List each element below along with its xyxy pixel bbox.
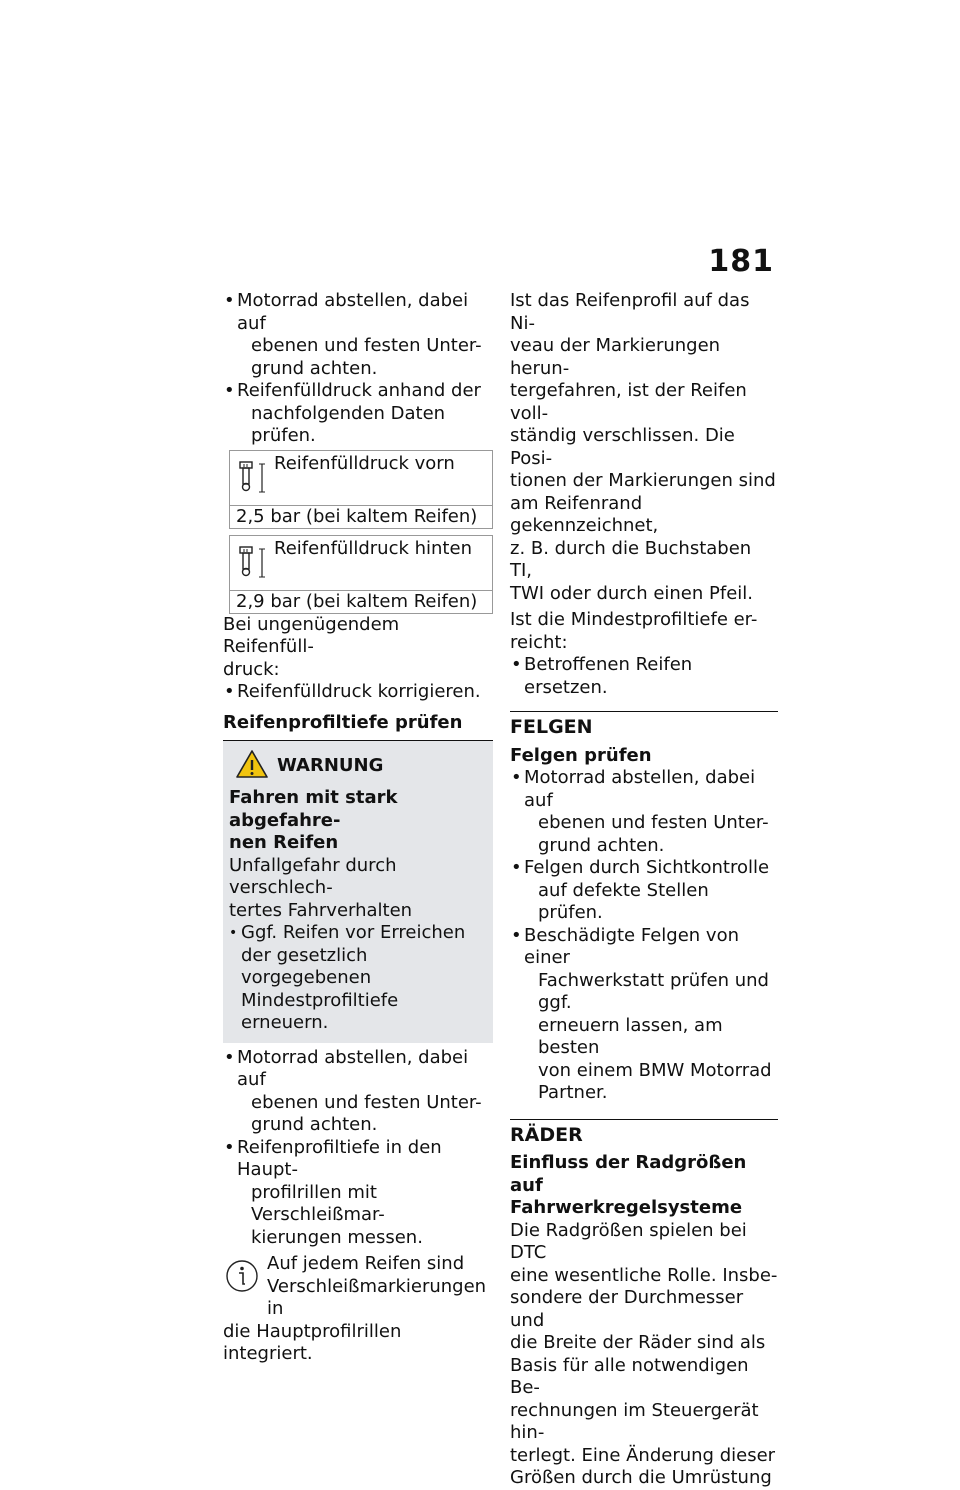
spec-front-label: Reifenfülldruck vorn bbox=[274, 452, 455, 474]
step-replace-tire: • Betroffenen Reifen ersetzen. bbox=[510, 654, 778, 699]
spec-rear-label: Reifenfülldruck hinten bbox=[274, 537, 472, 559]
section-felgen: FELGEN bbox=[510, 716, 593, 738]
tread-depth-heading: Reifenprofiltiefe prüfen bbox=[223, 711, 463, 733]
felgen-heading: Felgen prüfen bbox=[510, 744, 652, 766]
tire-pressure-gauge-icon bbox=[236, 460, 270, 503]
section-raeder: RÄDER bbox=[510, 1123, 583, 1146]
info-note: Auf jedem Reifen sind Verschleißmarkierungen in die Hauptprofilrillen integriert. bbox=[223, 1253, 487, 1364]
step-check-pressure: • Reifenfülldruck anhand der nachfolgenden Daten prüfen. bbox=[223, 380, 493, 448]
warning-box bbox=[223, 740, 493, 1043]
warning-head: Fahren mit stark abgefahre- nen Reifen bbox=[229, 787, 398, 853]
min-depth-text: Ist die Mindestprofiltiefe er- reicht: bbox=[510, 609, 758, 653]
step-replace-rims: • Beschädigte Felgen von einer Fachwerkstatt prüfen und ggf. erneuern lassen, am besten von einem BMW Motorrad Partner. bbox=[510, 925, 778, 1105]
page-number: 181 bbox=[708, 244, 774, 279]
tire-pressure-gauge-icon bbox=[236, 545, 270, 588]
step-park-motorcycle: • Motorrad abstellen, dabei auf ebenen und festen Unter- grund achten. bbox=[223, 290, 493, 380]
step-inspect-rims: • Felgen durch Sichtkontrolle auf defekte Stellen prüfen. bbox=[510, 857, 778, 925]
warning-title: WARNUNG bbox=[277, 755, 384, 776]
raeder-heading: Einfluss der Radgrößen auf Fahrwerkregelsysteme bbox=[510, 1152, 747, 1218]
info-icon bbox=[225, 1259, 259, 1300]
spec-front-pressure bbox=[229, 450, 493, 529]
left-column bbox=[223, 290, 493, 1366]
step-park-motorcycle-2: • Motorrad abstellen, dabei auf ebenen und festen Unter- grund achten. bbox=[223, 1047, 493, 1137]
spec-front-value: 2,5 bar (bei kaltem Reifen) bbox=[230, 505, 492, 528]
warning-item: • Ggf. Reifen vor Erreichen der gesetzlich vorgegebenen Mindestprofiltiefe erneuern. bbox=[229, 922, 487, 1035]
spec-rear-pressure bbox=[229, 535, 493, 614]
step-park-felgen: • Motorrad abstellen, dabei auf ebenen und festen Unter- grund achten. bbox=[510, 767, 778, 857]
raeder-text: Die Radgrößen spielen bei DTC eine wesentliche Rolle. Insbe- sondere der Durchmesser und die Breite der Räder sind als Basis für alle notwendigen Be- rechnungen im Steuergerät hin- terlegt. Eine Änderung dieser Größen durch die Umrüstung bbox=[510, 1219, 778, 1488]
step-measure-tread: • Reifenprofiltiefe in den Haupt- profilrillen mit Verschleißmar- kierungen messen. bbox=[223, 1137, 493, 1250]
right-column bbox=[510, 290, 778, 1490]
wear-explanation: Ist das Reifenprofil auf das Ni- veau der Markierungen herun- tergefahren, ist der Reifen voll- ständig verschlissen. Die Posi- tionen der Markierungen sind am Reifenrand gekennzeichnet, z. B. durch die Buchstaben TI, TWI oder durch einen Pfeil. bbox=[510, 290, 776, 604]
step-correct-pressure: • Reifenfülldruck korrigieren. bbox=[223, 681, 493, 704]
warning-triangle-icon bbox=[235, 749, 269, 779]
warning-desc: Unfallgefahr durch verschlech- tertes Fahrverhalten bbox=[229, 854, 413, 921]
low-pressure-text: Bei ungenügendem Reifenfüll- druck: bbox=[223, 613, 400, 680]
spec-rear-value: 2,9 bar (bei kaltem Reifen) bbox=[230, 590, 492, 613]
